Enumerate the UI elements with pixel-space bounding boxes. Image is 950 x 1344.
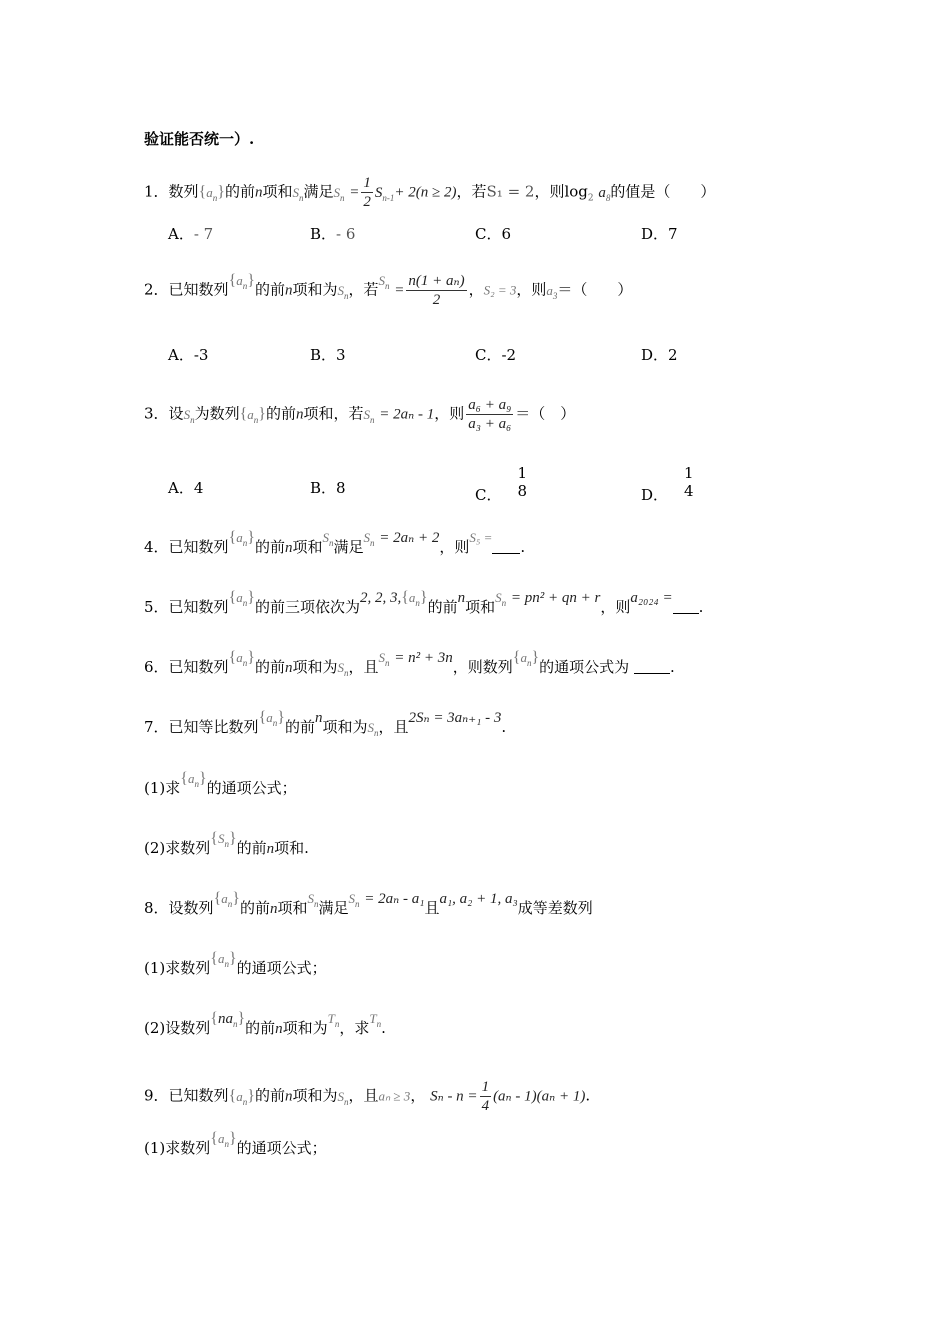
question-5: 5．已知数列$\{a_n\}$的前三项依次为2, 2, $3,\{a_n\}$的前n项和$S_n = pn^2$ + qn + r，则a₂₀₂₄ = . — [144, 589, 704, 616]
question-7-part-1: (1)求$\{a_n\}$的通项公式； — [144, 770, 297, 797]
answer-blank[interactable] — [634, 659, 670, 674]
option-b[interactable]: B．8 — [310, 479, 346, 497]
formula-s1: S₁ = 2 — [486, 182, 535, 201]
question-number: 6． — [144, 658, 169, 676]
option-a[interactable]: A．- 7 — [168, 225, 214, 243]
answer-blank[interactable] — [673, 599, 699, 614]
fraction-sn: $\frac{\text{n(1 + aₙ)}}{2}$ — [408, 273, 465, 308]
answer-blank[interactable] — [492, 539, 520, 554]
option-b[interactable]: B．- 6 — [310, 225, 356, 243]
question-8-part-1: (1)求数列$\{a_n\}$的通项公式； — [144, 950, 327, 977]
question-2: 2．已知数列$\{a_n\}$的前n项和为$S_n$，若$S_n$ = $\frac{\text{n(1 + aₙ)}}{2}$ ，S₂ = 3，则$a_3=$（ ） — [144, 271, 633, 308]
question-number: 8． — [144, 899, 169, 917]
question-3: 3．设$S_n$为数列$\{a_n\}$的前n项和，若$S_n = 2a_n - 1$，则 $\frac{\text{a₆ + a₉}}{\text{a₃ + a₆}}$ ＝（ ） — [144, 397, 576, 432]
option-a[interactable]: A．4 — [168, 479, 204, 497]
question-7: 7．已知等比数列$\{a_n\}$的前n项和为$S_n$，且2Sₙ = 3aₙ₊₁ - 3. — [144, 709, 507, 738]
formula-condition: + 2(n ≥ 2) — [394, 184, 457, 201]
formula-s5: S₅ = — [469, 530, 493, 545]
question-number: 7． — [144, 718, 169, 736]
question-1: 1．数列$\{a_n\}$的前n项和$S_n$满足$S_n$ = $\frac{1}{2}$ $S_{n-1}+ 2(n \ge 2)$，若S₁ = 2，则$\log_2 a_8$的值是（ ） — [144, 175, 716, 210]
formula-condition: 2Sₙ = 3aₙ₊₁ - 3 — [408, 710, 502, 726]
question-number: 9． — [144, 1086, 169, 1105]
question-number: 1． — [144, 182, 169, 201]
question-number: 2． — [144, 280, 169, 299]
formula-condition: aₙ ≥ 3 — [378, 1088, 411, 1104]
question-number: 3． — [144, 404, 169, 423]
fraction-ratio: $\frac{\text{a₆ + a₉}}{\text{a₃ + a₆}}$ — [468, 397, 512, 432]
option-d[interactable]: D．7 — [641, 225, 678, 243]
question-8: 8．设数列$\{a_n\}$的前n项和$S_n$满足$S_n = 2a_n - a_1$且a₁, a₂ + 1, a₃成等差数列 — [144, 890, 593, 917]
option-b[interactable]: B．3 — [310, 346, 346, 364]
question-6: 6．已知数列$\{a_n\}$的前n项和为$S_n$，且$S_n = n^2 + 3n$，则数列$\{a_n\}$的通项公式为 . — [144, 649, 675, 678]
option-c[interactable]: C．6 — [475, 225, 512, 243]
question-9: 9．已知数列$\{a_n\}$的前n项和为$S_n$，且aₙ ≥ 3， Sₙ - n = $\frac{1}{4}$ (aₙ - 1)(aₙ + 1). — [144, 1079, 591, 1114]
option-d[interactable]: D．2 — [641, 346, 678, 364]
option-d[interactable]: D． 1 4 — [641, 464, 694, 504]
option-c[interactable]: C．-2 — [475, 346, 517, 364]
question-8-part-2: (2)设数列$\{na_n\}$的前n项和为$T_n$，求$T_n$. — [144, 1010, 386, 1037]
fraction-half: $\frac{1}{2}$ — [363, 175, 371, 210]
intro-text: 验证能否统一）. — [144, 130, 255, 148]
option-c[interactable]: C． 1 8 — [475, 464, 528, 504]
formula-a2024: a₂₀₂₄ = — [630, 590, 673, 606]
formula-terms: a₁, a₂ + 1, a₃ — [439, 891, 518, 907]
question-7-part-2: (2)求数列$\{S_n\}$的前n项和. — [144, 830, 309, 857]
question-9-part-1: (1)求数列$\{a_n\}$的通项公式； — [144, 1130, 327, 1157]
formula-s2: S₂ = 3 — [483, 282, 517, 298]
option-a[interactable]: A．-3 — [168, 346, 209, 364]
question-number: 5． — [144, 598, 169, 616]
question-4: 4．已知数列$\{a_n\}$的前n项和$S_n$满足$S_n = 2a_n + 2$，则S₅ =. — [144, 529, 526, 556]
fraction-quarter: $\frac{1}{4}$ — [481, 1079, 490, 1114]
question-number: 4． — [144, 538, 169, 556]
